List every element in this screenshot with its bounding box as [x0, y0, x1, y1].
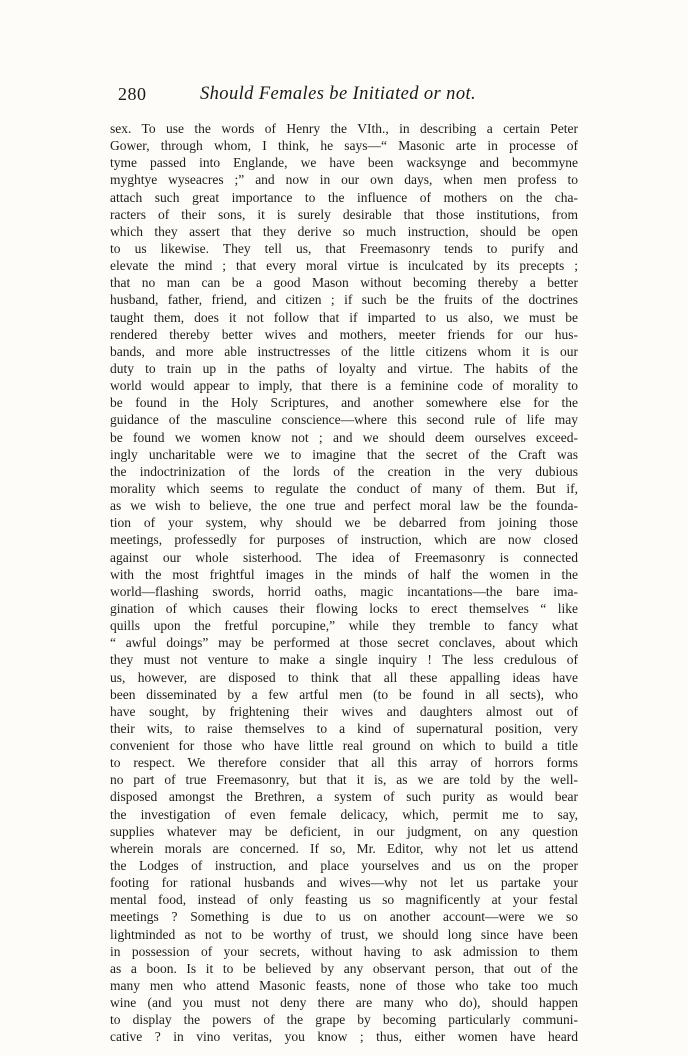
text-line: cative ? in vino veritas, you know ; thus, either women have heard: [110, 1029, 578, 1045]
text-line: to display the powers of the grape by becoming particularly communi-: [110, 1012, 578, 1028]
text-line: the investigation of even female delicacy, which, permit me to say,: [110, 806, 578, 822]
text-line: mental food, instead of only feasting us so magnificently at your festal: [110, 892, 578, 908]
text-line: elevate the mind ; that every moral virtue is inculcated by its precepts ;: [110, 258, 578, 274]
text-line: have sought, by frightening their wives and daughters almost out of: [110, 703, 578, 719]
text-line: supplies whatever may be deficient, in our judgment, on any question: [110, 823, 578, 839]
text-line: lightminded as not to be worthy of trust, we should long since have been: [110, 926, 578, 942]
text-line: ingly uncharitable were we to imagine that the secret of the Craft was: [110, 446, 578, 462]
text-line: been disseminated by a few artful men (to be found in all sects), who: [110, 686, 578, 702]
text-line: disposed amongst the Brethren, a system of such purity as would bear: [110, 789, 578, 805]
text-line: meetings ? Something is due to us on another account—were we so: [110, 909, 578, 925]
text-line: that no man can be a good Mason without becoming thereby a better: [110, 275, 578, 291]
text-line: “ awful doings” may be performed at those secret conclaves, about which: [110, 635, 578, 651]
text-line: the indoctrinization of the lords of the creation in the very dubious: [110, 463, 578, 479]
text-line: which they assert that they derive so much instruction, should be open: [110, 223, 578, 239]
text-line: gination of which causes their flowing locks to erect themselves “ like: [110, 600, 578, 616]
text-line: Gower, through whom, I think, he says—“ Masonic arte in processe of: [110, 138, 578, 154]
text-line: husband, father, friend, and citizen ; if such be the fruits of the doctrines: [110, 292, 578, 308]
text-line: be found in the Holy Scriptures, and another somewhere else for the: [110, 395, 578, 411]
text-line: meetings, professedly for purposes of instruction, which are now closed: [110, 532, 578, 548]
text-line: bands, and more able instructresses of the little citizens whom it is our: [110, 343, 578, 359]
text-line: the Lodges of instruction, and place yourselves and us on the proper: [110, 858, 578, 874]
text-line: world would appear to imply, that there is a feminine code of morality to: [110, 378, 578, 394]
text-line: wine (and you must not deny there are many who do), should happen: [110, 995, 578, 1011]
text-line: us, however, are disposed to think that all these appalling ideas have: [110, 669, 578, 685]
body-text: [110, 120, 578, 1046]
running-head: [118, 84, 580, 110]
text-line: no part of true Freemasonry, but that it is, as we are told by the well-: [110, 772, 578, 788]
page-number: 280: [118, 84, 147, 104]
text-line: morality which seems to regulate the conduct of many of them. But if,: [110, 480, 578, 496]
text-line: as a boon. Is it to be believed by any observant person, that out of the: [110, 960, 578, 976]
text-line: their wits, to raise themselves to a kind of supernatural position, very: [110, 720, 578, 736]
text-line: many men who attend Masonic feasts, none of those who take too much: [110, 978, 578, 994]
text-line: convenient for those who have little real ground on which to build a title: [110, 738, 578, 754]
text-line: racters of their sons, it is surely desirable that those institutions, from: [110, 206, 578, 222]
text-line: taught them, does it not follow that if imparted to us also, we must be: [110, 309, 578, 325]
text-line: attach such great importance to the influence of mothers on the cha-: [110, 189, 578, 205]
text-line: quills upon the fretful porcupine,” while they tremble to fancy what: [110, 618, 578, 634]
running-title: Should Females be Initiated or not.: [200, 84, 477, 104]
text-line: world—flashing swords, horrid oaths, magic incantations—the bare ima-: [110, 583, 578, 599]
text-line: duty to train up in the paths of loyalty and virtue. The habits of the: [110, 360, 578, 376]
text-line: sex. To use the words of Henry the VIth., in describing a certain Peter: [110, 121, 578, 136]
text-line: to respect. We therefore consider that all this array of horrors forms: [110, 755, 578, 771]
text-line: be found we women know not ; and we should deem ourselves exceed-: [110, 429, 578, 445]
text-line: footing for rational husbands and wives—why not let us partake your: [110, 875, 578, 891]
text-line: they must not venture to make a single inquiry ! The less credulous of: [110, 652, 578, 668]
text-line: as we wish to believe, the one true and perfect moral law be the founda-: [110, 498, 578, 514]
text-line: in possession of your secrets, without having to ask admission to them: [110, 943, 578, 959]
text-line: to us likewise. They tell us, that Freemasonry tends to purify and: [110, 240, 578, 256]
text-line: rendered thereby better wives and mothers, meeter friends for our hus-: [110, 326, 578, 342]
text-line: guidance of the masculine conscience—where this second rule of life may: [110, 412, 578, 428]
text-line: myghtye wyseacres ;” and now in our own days, when men profess to: [110, 172, 578, 188]
text-line: wherein morals are concerned. If so, Mr. Editor, why not let us attend: [110, 840, 578, 856]
text-line: against our whole sisterhood. The idea of Freemasonry is connected: [110, 549, 578, 565]
text-line: tion of your system, why should we be debarred from joining those: [110, 515, 578, 531]
text-line: with the most frightful images in the minds of half the women in the: [110, 566, 578, 582]
text-line: tyme passed into Englande, we have been wacksynge and becommyne: [110, 155, 578, 171]
